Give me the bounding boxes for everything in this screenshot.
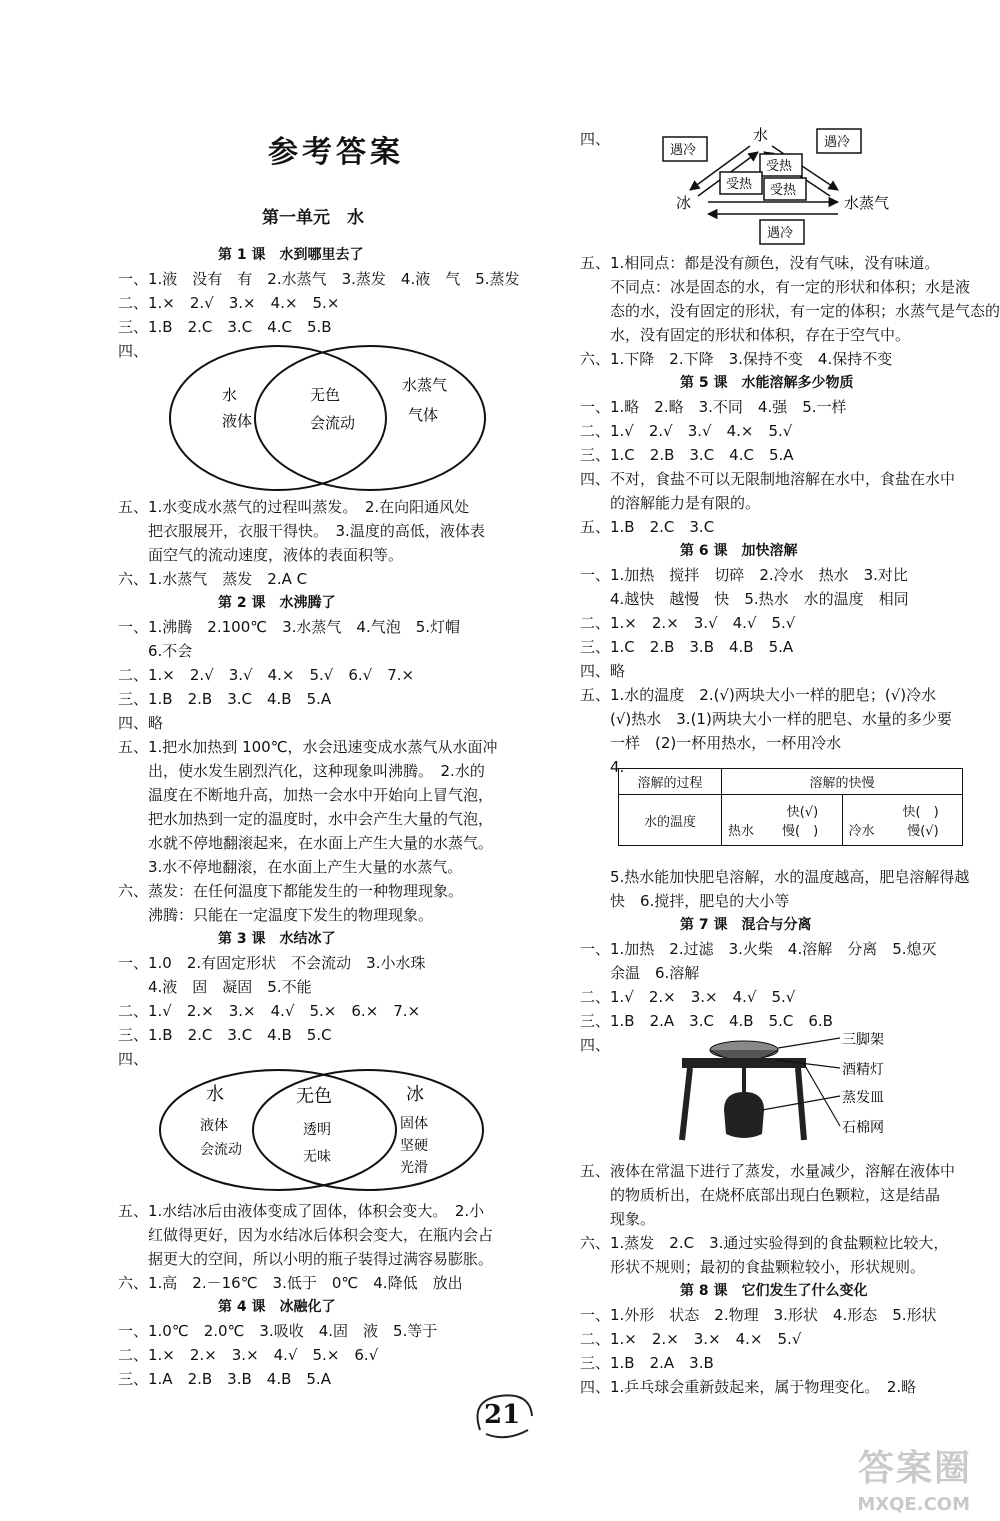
answer-line: 一、1.0℃ 2.0℃ 3.吸收 4.固 液 5.等于 bbox=[118, 1322, 438, 1340]
venn2-left-1: 水 bbox=[206, 1084, 224, 1105]
answer-line: 四、1.乒乓球会重新鼓起来，属于物理变化。 2.略 bbox=[580, 1378, 917, 1396]
lesson-heading: 第 5 课 水能溶解多少物质 bbox=[680, 375, 854, 391]
answer-line: 二、1.× 2.× 3.× 4.√ 5.× 6.√ bbox=[118, 1346, 379, 1364]
answer-line: 一、1.加热 2.过滤 3.火柴 4.溶解 分离 5.熄灭 bbox=[580, 940, 937, 958]
answer-line: 二、1.√ 2.√ 3.√ 4.× 5.√ bbox=[580, 422, 793, 440]
table-cold-slow: 慢(√) bbox=[907, 824, 939, 839]
answer-line: 二、1.× 2.× 3.× 4.× 5.√ bbox=[580, 1330, 802, 1348]
answer-line: 现象。 bbox=[580, 1210, 656, 1228]
venn2-left-3: 会流动 bbox=[200, 1142, 242, 1158]
answer-line: 的溶解能力是有限的。 bbox=[580, 494, 761, 512]
answer-line: 六、1.水蒸气 蒸发 2.A C bbox=[118, 570, 308, 588]
answer-line: 6.不会 bbox=[118, 642, 193, 660]
apparatus-label-3: 蒸发皿 bbox=[842, 1090, 884, 1106]
lesson-heading: 第 1 课 水到哪里去了 bbox=[218, 247, 364, 263]
answer-line: 出，使水发生剧烈汽化，这种现象叫沸腾。 2.水的 bbox=[118, 762, 485, 780]
answer-line: 形状不规则；最初的食盐颗粒较小，形状规则。 bbox=[580, 1258, 926, 1276]
answer-line: 五、1.水的温度 2.(√)两块大小一样的肥皂；(√)冷水 bbox=[580, 686, 937, 704]
lesson-heading: 第 7 课 混合与分离 bbox=[680, 917, 812, 933]
answer-line: 把衣服展开，衣服干得快。 3.温度的高低，液体表 bbox=[118, 522, 485, 540]
answer-line: 二、1.√ 2.× 3.× 4.√ 5.√ bbox=[580, 988, 796, 1006]
answer-line: 一、1.略 2.略 3.不同 4.强 5.一样 bbox=[580, 398, 847, 416]
answer-line: 一、1.液 没有 有 2.水蒸气 3.蒸发 4.液 气 5.蒸发 bbox=[118, 270, 520, 288]
cycle-cold-right: 遇冷 bbox=[824, 135, 851, 150]
answer-line: 四、略 bbox=[118, 714, 164, 732]
venn1-mid-1: 无色 bbox=[310, 386, 341, 404]
venn1-left-2: 液体 bbox=[222, 412, 253, 430]
answer-line: 的物质析出，在烧杯底部出现白色颗粒，这是结晶 bbox=[580, 1186, 941, 1204]
venn2-right-4: 光滑 bbox=[400, 1160, 428, 1176]
cycle-cold-bottom: 遇冷 bbox=[767, 226, 794, 241]
answer-line: 二、1.× 2.√ 3.√ 4.× 5.√ 6.√ 7.× bbox=[118, 666, 415, 684]
answer-line: 4. bbox=[580, 758, 625, 776]
lesson-heading: 第 2 课 水沸腾了 bbox=[218, 595, 336, 611]
answer-line: 六、1.高 2.－16℃ 3.低于 0℃ 4.降低 放出 bbox=[118, 1274, 463, 1292]
answer-line: 六、1.下降 2.下降 3.保持不变 4.保持不变 bbox=[580, 350, 893, 368]
answer-line: 三、1.B 2.B 3.C 4.B 5.A bbox=[118, 690, 332, 708]
lesson-heading: 第 3 课 水结冰了 bbox=[218, 931, 336, 947]
lesson-heading: 第 8 课 它们发生了什么变化 bbox=[680, 1283, 868, 1299]
answer-line: 水就不停地翻滚起来，在水面上产生大量的水蒸气。 bbox=[118, 834, 494, 852]
venn1-right-2: 气体 bbox=[408, 406, 439, 424]
answer-line: 二、1.× 2.× 3.√ 4.√ 5.√ bbox=[580, 614, 796, 632]
answer-line: 四、不对，食盐不可以无限制地溶解在水中，食盐在水中 bbox=[580, 470, 956, 488]
answer-line: 面空气的流动速度，液体的表面积等。 bbox=[118, 546, 404, 564]
answer-line: 三、1.C 2.B 3.B 4.B 5.A bbox=[580, 638, 794, 656]
venn-diagram-water-ice bbox=[158, 1066, 488, 1196]
answer-line: 沸腾：只能在一定温度下发生的物理现象。 bbox=[118, 906, 434, 924]
lesson-heading: 第 4 课 冰融化了 bbox=[218, 1299, 336, 1315]
answer-line: 五、1.水结冰后由液体变成了固体，体积会变大。 2.小 bbox=[118, 1202, 485, 1220]
answer-line: 不同点：冰是固态的水，有一定的形状和体积；水是液 bbox=[580, 278, 971, 296]
venn2-mid-3: 无味 bbox=[303, 1149, 331, 1165]
answer-line: 四、 bbox=[580, 1036, 611, 1054]
answer-line: 快 6.搅拌，肥皂的大小等 bbox=[580, 892, 790, 910]
answer-line: 一、1.加热 搅拌 切碎 2.冷水 热水 3.对比 bbox=[580, 566, 908, 584]
answer-line: 六、蒸发：在任何温度下都能发生的一种物理现象。 bbox=[118, 882, 464, 900]
answer-line: 五、1.B 2.C 3.C bbox=[580, 518, 715, 536]
table-hot-fast: 快(√) bbox=[786, 805, 819, 820]
venn1-right-1: 水蒸气 bbox=[402, 376, 448, 394]
cycle-heat-3: 受热 bbox=[770, 183, 797, 198]
answer-line: 二、1.× 2.√ 3.× 4.× 5.× bbox=[118, 294, 340, 312]
answer-line: 三、1.C 2.B 3.C 4.C 5.A bbox=[580, 446, 794, 464]
lesson-heading: 第 6 课 加快溶解 bbox=[680, 543, 798, 559]
answer-line: 4.越快 越慢 快 5.热水 水的温度 相同 bbox=[580, 590, 909, 608]
venn2-mid-1: 无色 bbox=[296, 1086, 332, 1107]
answer-line: 五、1.相同点：都是没有颜色，没有气味，没有味道。 bbox=[580, 254, 940, 272]
cycle-water: 水 bbox=[753, 126, 769, 144]
cycle-heat-1: 受热 bbox=[766, 159, 793, 174]
apparatus-label-2: 酒精灯 bbox=[842, 1062, 884, 1078]
venn2-right-3: 坚硬 bbox=[400, 1138, 428, 1154]
answer-line: 温度在不断地升高，加热一会水中开始向上冒气泡， bbox=[118, 786, 494, 804]
evaporation-apparatus-illustration bbox=[676, 1030, 936, 1148]
answer-line: 5.热水能加快肥皂溶解，水的温度越高，肥皂溶解得越 bbox=[580, 868, 970, 886]
answer-line: 4.液 固 凝固 5.不能 bbox=[118, 978, 312, 996]
venn2-left-2: 液体 bbox=[200, 1118, 228, 1134]
answer-line: 一、1.外形 状态 2.物理 3.形状 4.形态 5.形状 bbox=[580, 1306, 937, 1324]
answer-line: 一、1.沸腾 2.100℃ 3.水蒸气 4.气泡 5.灯帽 bbox=[118, 618, 461, 636]
answer-line: 五、液体在常温下进行了蒸发，水量减少，溶解在液体中 bbox=[580, 1162, 956, 1180]
venn2-right-1: 冰 bbox=[406, 1084, 424, 1105]
page-number: 21 bbox=[484, 1400, 521, 1430]
table-cold-fast: 快( ) bbox=[902, 805, 939, 820]
venn2-mid-2: 透明 bbox=[303, 1122, 331, 1138]
answer-line: 四、略 bbox=[580, 662, 626, 680]
table-row-label: 水的温度 bbox=[619, 795, 722, 846]
venn2-right-2: 固体 bbox=[400, 1116, 428, 1132]
venn1-mid-2: 会流动 bbox=[310, 414, 356, 432]
cycle-heat-2: 受热 bbox=[726, 177, 753, 192]
answer-line: 三、1.B 2.C 3.C 4.B 5.C bbox=[118, 1026, 332, 1044]
table-header-speed: 溶解的快慢 bbox=[722, 769, 963, 795]
cycle-cold-left: 遇冷 bbox=[670, 143, 697, 158]
venn-diagram-water-steam bbox=[160, 338, 490, 496]
page-title: 参考答案 bbox=[268, 135, 404, 170]
answer-line: 把水加热到一定的温度时，水中会产生大量的气泡， bbox=[118, 810, 494, 828]
answer-line: 一、1.0 2.有固定形状 不会流动 3.小水珠 bbox=[118, 954, 426, 972]
table-cold: 冷水 bbox=[848, 824, 875, 839]
answer-line: 一样 (2)一杯用热水，一杯用冷水 bbox=[580, 734, 842, 752]
answer-line: 四、 bbox=[118, 1050, 149, 1068]
table-header-process: 溶解的过程 bbox=[619, 769, 722, 795]
answer-line: 三、1.B 2.A 3.B bbox=[580, 1354, 714, 1372]
answer-line: 据更大的空间，所以小明的瓶子装得过满容易膨胀。 bbox=[118, 1250, 494, 1268]
apparatus-label-1: 三脚架 bbox=[842, 1032, 884, 1048]
answer-line: 二、1.√ 2.× 3.× 4.√ 5.× 6.× 7.× bbox=[118, 1002, 421, 1020]
answer-line: 红做得更好，因为水结冰后体积会变大，在瓶内会占 bbox=[118, 1226, 494, 1244]
watermark-logo: 答案圈 bbox=[857, 1448, 972, 1489]
answer-line: 态的水，没有固定的形状，有一定的体积；水蒸气是气态的 bbox=[580, 302, 1000, 320]
answer-line: 余温 6.溶解 bbox=[580, 964, 700, 982]
apparatus-label-4: 石棉网 bbox=[842, 1120, 884, 1136]
table-hot: 热水 bbox=[728, 824, 755, 839]
dissolve-speed-table bbox=[618, 768, 963, 846]
unit-title: 第一单元 水 bbox=[262, 208, 364, 228]
answer-line: 六、1.蒸发 2.C 3.通过实验得到的食盐颗粒比较大， bbox=[580, 1234, 949, 1252]
answer-line: 水，没有固定的形状和体积，存在于空气中。 bbox=[580, 326, 911, 344]
answer-line: 三、1.A 2.B 3.B 4.B 5.A bbox=[118, 1370, 331, 1388]
venn1-left-1: 水 bbox=[222, 386, 238, 404]
table-hot-slow: 慢( ) bbox=[782, 824, 819, 839]
cycle-ice: 冰 bbox=[676, 194, 692, 212]
answer-line: 3.水不停地翻滚，在水面上产生大量的水蒸气。 bbox=[118, 858, 463, 876]
answer-line: 五、1.水变成水蒸气的过程叫蒸发。 2.在向阳通风处 bbox=[118, 498, 470, 516]
answer-line: 五、1.把水加热到 100℃，水会迅速变成水蒸气从水面冲 bbox=[118, 738, 498, 756]
cycle-steam: 水蒸气 bbox=[844, 194, 890, 212]
answer-line: 四、 bbox=[580, 130, 611, 148]
answer-line: 三、1.B 2.A 3.C 4.B 5.C 6.B bbox=[580, 1012, 833, 1030]
state-change-diagram bbox=[660, 124, 910, 246]
answer-line: 三、1.B 2.C 3.C 4.C 5.B bbox=[118, 318, 332, 336]
answer-line: (√)热水 3.(1)两块大小一样的肥皂、水量的多少要 bbox=[580, 710, 952, 728]
watermark-url: MXQE.COM bbox=[857, 1494, 970, 1515]
answer-line: 四、 bbox=[118, 342, 149, 360]
